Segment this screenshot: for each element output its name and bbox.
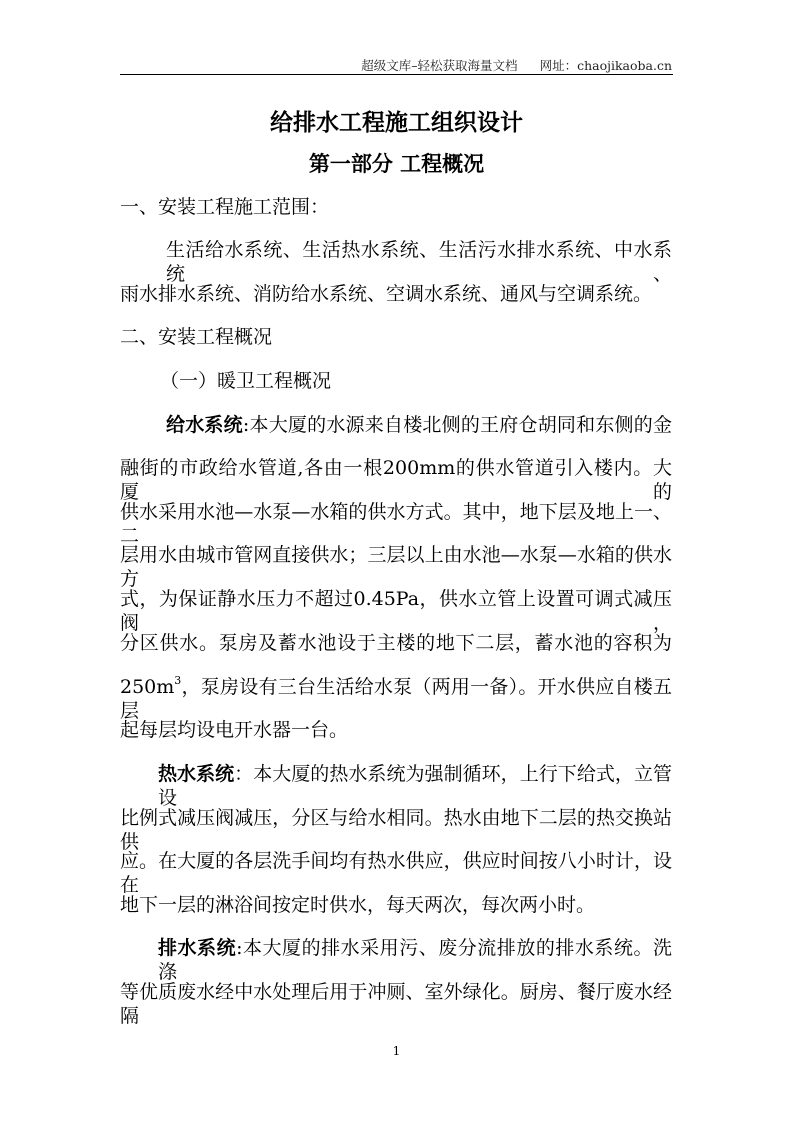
header-site-name: 超级文库–轻松获取海量文档	[361, 58, 518, 73]
heading-scope: 一、安装工程施工范围：	[120, 196, 330, 218]
paragraph-line	[120, 674, 672, 722]
header-rule	[120, 74, 673, 75]
paragraph-line: 等优质废水经中水处理后用于冲厕、室外绿化。厨房、餐厅废水经隔	[120, 981, 672, 1027]
paragraph-line: 式，为保证静水压力不超过0.45Pa，供水立管上设置可调式减压阀，	[120, 588, 672, 634]
page-number: 1	[392, 1044, 401, 1058]
label-drainage: 排水系统	[158, 937, 237, 959]
paragraph-line: 地下一层的淋浴间按定时供水，每天两次，每次两小时。	[120, 894, 596, 916]
paragraph-line	[120, 762, 672, 809]
paragraph-line: 分区供水。泵房及蓄水池设于主楼的地下二层，蓄水池的容积为	[120, 632, 672, 654]
paragraph-line: 供水采用水池—水泵—水箱的供水方式。其中，地下层及地上一、二	[120, 501, 672, 547]
paragraph-line: 比例式减压阀减压，分区与给水相同。热水由地下二层的热交换站供	[120, 807, 672, 853]
superscript: 3	[174, 674, 182, 687]
paragraph-line: 层用水由城市管网直接供水；三层以上由水池—水泵—水箱的供水方	[120, 544, 672, 590]
text: :本大厦的水源来自楼北侧的王府仓胡同和东侧的金	[242, 414, 672, 436]
paragraph-line: 雨水排水系统、消防给水系统、空调水系统、通风与空调系统。	[120, 283, 653, 305]
document-title: 给排水工程施工组织设计	[270, 109, 523, 136]
paragraph-line: 应。在大厦的各层洗手间均有热水供应，供应时间按八小时计，设在	[120, 850, 672, 896]
paragraph-line: 融街的市政给水管道,各由一根200mm的供水管道引入楼内。大厦的	[120, 457, 672, 503]
heading-overview: 二、安装工程概况	[120, 326, 273, 348]
paragraph-line: 生活给水系统、生活热水系统、生活污水排水系统、中水系统、	[166, 239, 672, 285]
paragraph-line	[120, 936, 672, 983]
text: :本大厦的排水采用污、废分流排放的排水系统。洗涤	[158, 937, 672, 983]
header-url: 网址：chaojikaoba.cn	[539, 58, 672, 73]
section-title: 第一部分 工程概况	[308, 151, 485, 176]
paragraph-line	[120, 413, 672, 437]
text: ：本大厦的热水系统为强制循环，上行下给式，立管设	[158, 763, 672, 809]
page-header	[361, 56, 672, 74]
label-hot-water: 热水系统	[158, 763, 235, 785]
text: 250m	[120, 676, 175, 698]
subheading-hvac: （一）暖卫工程概况	[160, 370, 332, 392]
paragraph-line: 起每层均设电开水器一台。	[120, 719, 349, 741]
text: ，泵房设有三台生活给水泵（两用一备）。开水供应自楼五层	[120, 676, 672, 722]
label-water-supply: 给水系统	[166, 414, 243, 436]
